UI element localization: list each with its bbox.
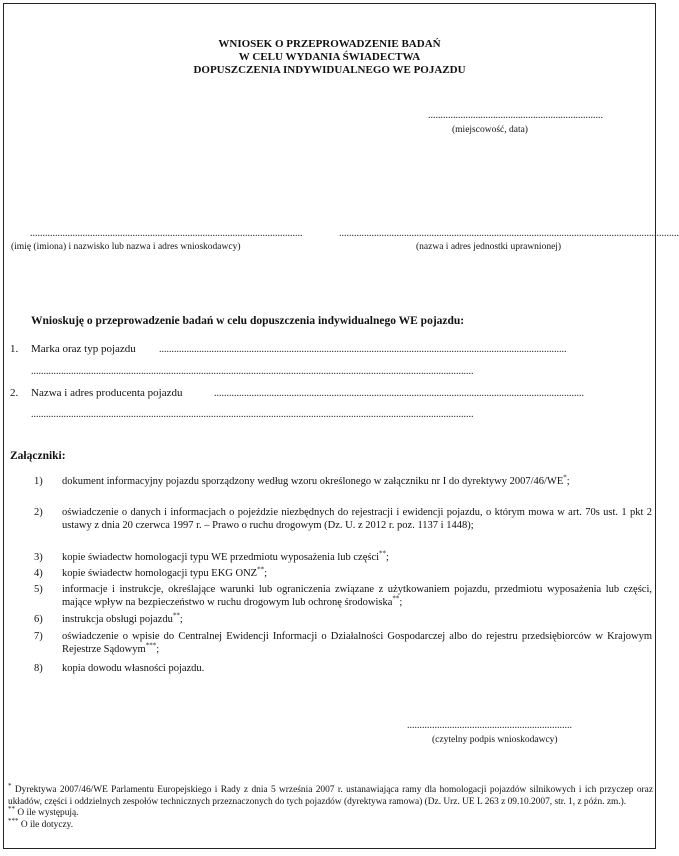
title-line-3: DOPUSZCZENIA INDYWIDUALNEGO WE POJAZDU [193, 64, 466, 76]
signature-field[interactable]: .................................................................. [407, 720, 572, 731]
footnotes [8, 781, 653, 831]
manufacturer-field[interactable]: .................................................................................................................................................... [214, 388, 584, 399]
vehicle-make-field-line-2[interactable]: ................................................................................................................................................................................. [31, 366, 474, 377]
attachment-item-8: 8) kopia dowodu własności pojazdu. [34, 663, 205, 674]
document-title [4, 38, 655, 77]
attachment-item-7: 7) oświadczenie o wpisie do Centralnej Ewidencji Informacji o Działalności Gospodarczej albo do rejestru przedsiębiorców w Krajowym Rejestrze Sądowym***; [34, 631, 652, 655]
applicant-field[interactable]: ............................................................................................................. [30, 228, 303, 239]
field-2-number: 2. [10, 387, 19, 399]
attachment-item-3: 3) kopie świadectw homologacji typu WE przedmiotu wyposażenia lub części**; [34, 549, 389, 563]
attachment-item-2: 2) oświadczenie o danych i informacjach o pojeździe niezbędnych do rejestracji i ewidencji pojazdu, o którym mowa w art. 70s ust. 1 pkt 2 ustawy z dnia 20 czerwca 1997 r. – Prawo o ruchu drogowym (Dz. U. z 2012 r. poz. 1137 i 1448); [34, 507, 652, 531]
attachment-item-5: 5) informacje i instrukcje, określające warunki lub ograniczenia związane z użytkowaniem pojazdu, przedmiotu wyposażenia lub części, mające wpływ na bezpieczeństwo w ruchu drogowym lub ochronę środowiska**; [34, 584, 652, 608]
place-date-caption: (miejscowość, data) [452, 125, 528, 135]
manufacturer-field-line-2[interactable]: ................................................................................................................................................................................. [31, 409, 474, 420]
field-1-number: 1. [10, 343, 19, 355]
vehicle-make-field[interactable]: ................................................................................................................................................................... [159, 344, 567, 355]
form-page [3, 3, 679, 849]
attachment-item-1: 1) dokument informacyjny pojazdu sporządzony według wzoru określonego w załączniku nr I do dyrektywy 2007/46/WE*; [34, 473, 570, 487]
title-line-2: W CELU WYDANIA ŚWIADECTWA [238, 51, 421, 63]
unit-caption: (nazwa i adres jednostki uprawnionej) [416, 242, 562, 252]
signature-caption: (czytelny podpis wnioskodawcy) [432, 735, 558, 745]
title-line-1: WNIOSEK O PRZEPROWADZENIE BADAŃ [218, 38, 441, 50]
field-2-label: Nazwa i adres producenta pojazdu [31, 387, 183, 399]
attachment-item-4: 4) kopie świadectw homologacji typu EKG ONZ**; [34, 565, 268, 579]
footnote-1: * Dyrektywa 2007/46/WE Parlamentu Europejskiego i Rady z dnia 5 września 2007 r. ustanawiająca ramy dla homologacji pojazdów silnikowych i ich przyczep oraz układów, części i oddzielnych zespołów technicznych przeznaczonych do tych pojazdów (dyrektywa ramowa) (Dz. Urz. UE L 263 z 09.10.2007, str. 1, z późn. zm.). [8, 781, 653, 807]
field-1-label: Marka oraz typ pojazdu [31, 343, 136, 355]
attachment-item-6: 6) instrukcja obsługi pojazdu**; [34, 611, 183, 625]
request-heading: Wnioskuję o przeprowadzenie badań w celu dopuszczenia indywidualnego WE pojazdu: [31, 315, 465, 327]
applicant-caption: (imię (imiona) i nazwisko lub nazwa i adres wnioskodawcy) [11, 242, 241, 252]
footnote-3: *** O ile dotyczy. [8, 816, 74, 830]
place-date-field[interactable]: ...................................................................... [428, 110, 603, 121]
attachments-heading: Załączniki: [10, 450, 66, 462]
unit-field[interactable]: ........................................................................................................................................ [339, 228, 679, 239]
footnote-2: ** O ile występują. [8, 804, 79, 818]
